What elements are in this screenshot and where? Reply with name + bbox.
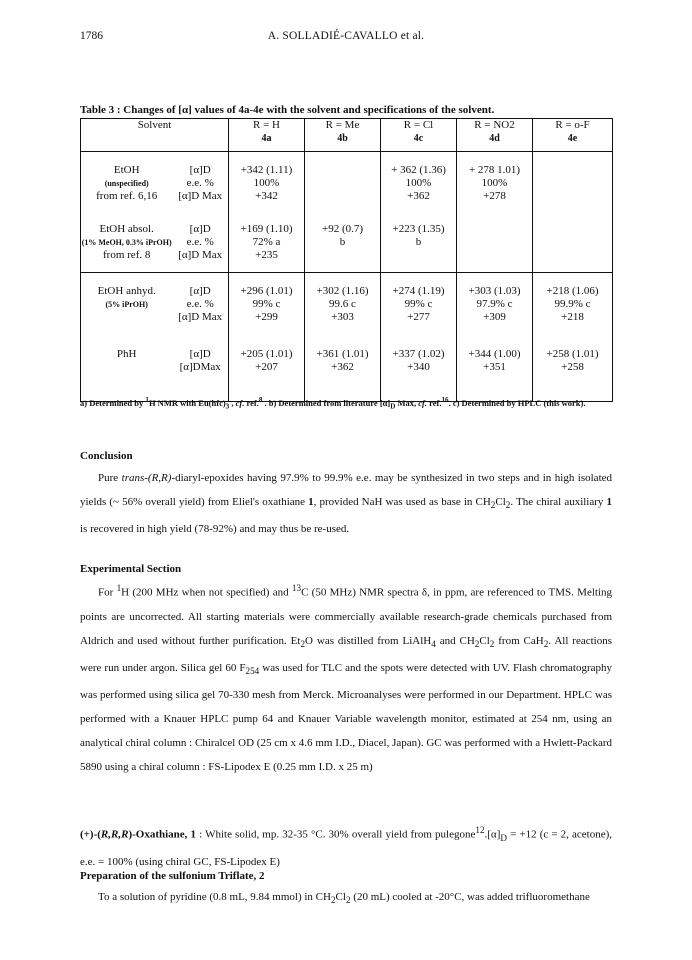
value-line: 99% c (404, 298, 433, 310)
quantity-label (172, 374, 228, 387)
column-header: R = NO2 4d (457, 119, 533, 152)
value-line (533, 164, 612, 177)
conclusion-heading: Conclusion (80, 450, 133, 462)
value-line (305, 249, 380, 262)
solvent-line (81, 311, 172, 324)
value-line: +235 (255, 249, 278, 261)
solvent-line: EtOH absol. (99, 223, 154, 235)
solvent-line: from ref. 8 (103, 249, 151, 261)
table-row (81, 152, 613, 214)
table-footnote: a) Determined by $^1$H NMR with $Eu(hfc)_3$ , cf. ref.$^8$ . b) Determined from literature $[\alpha]_D$ Max, cf. ref.$^{16}$. c) Determined by HPLC (this work). (80, 396, 586, 411)
solvent-line: from ref. 6,16 (96, 190, 158, 202)
column-header: Solvent (81, 119, 229, 152)
solvent-line: EtOH (113, 164, 140, 176)
quantity-label: e.e. % (186, 177, 214, 189)
solvent-line: EtOH anhyd. (97, 285, 156, 297)
value-line: +258 (561, 361, 584, 373)
value-cell (457, 152, 533, 214)
oxathiane-paragraph: (+)-(R,R,R)-Oxathiane, 1 : White solid, mp. 32-35 °C. 30% overall yield from $pulegone^{12}.[\alpha]_D = +12$ (c = 2, acetone), e.e. = 100% (using chiral GC, FS-Lipodex E) (80, 825, 612, 868)
value-line: +223 (1.35) (392, 223, 445, 235)
table-caption: Table 3 : Changes of [α] values of 4a-4e with the solvent and specifications of the solvent. (80, 104, 495, 116)
quantity-label: e.e. % (186, 236, 214, 248)
value-line: +362 (331, 361, 354, 373)
value-line (533, 236, 612, 249)
quantity-label: [α]D Max (178, 311, 223, 323)
value-line: + 362 (1.36) (391, 164, 446, 176)
value-line: b (415, 236, 422, 248)
value-line (533, 190, 612, 203)
quantity-label: [α]DMax (179, 361, 221, 373)
solvent-cell (81, 213, 229, 273)
value-line: +258 (1.01) (546, 348, 599, 360)
table-row (81, 273, 613, 337)
value-line: 97.9% c (476, 298, 513, 310)
value-line (533, 374, 612, 387)
quantity-label: [α]D (189, 164, 211, 176)
column-header: R = Cl 4c (381, 119, 457, 152)
value-line: +303 (1.03) (468, 285, 521, 297)
value-line: 99.9% c (554, 298, 591, 310)
experimental-paragraph: For $^1$H (200 MHz when not specified) and $^{13}$C (50 MHz) NMR spectra δ, in ppm, are referenced to TMS. Melting points are uncorrected. All starting materials were commercially available research-grade chemicals purchased from Aldrich and used without further purification. $Et_2O$ was distilled from LiAlH$_4$ and $CH_2Cl_2$ from CaH$_2$. All reactions were run under argon. Silica gel 60 $F_{254}$ was used for TLC and the spots were detected with UV. Flash chromatography was performed using silica gel 70-330 mesh from Merck. Microanalyses were performed in our Department. HPLC was performed with a Knauer HPLC pump 64 and Knauer Variable wavelength monitor, estimated at 254 nm, using an analytical chiral column : Chiralcel OD (25 cm x 4.6 mm I.D., Diacel, Japan). GC was performed with a Hwlett-Packard 5890 using a chiral column : FS-Lipodex E (0.25 mm I.D. x 25 m) (80, 583, 613, 774)
column-header: R = o-F 4e (533, 119, 613, 152)
value-line: +302 (1.16) (316, 285, 369, 297)
value-line: +342 (1.11) (240, 164, 293, 176)
solvent-line (81, 374, 172, 387)
value-cell (381, 213, 457, 273)
running-title: A. SOLLADIÉ-CAVALLO et al. (267, 30, 425, 42)
solvent-line: (1% MeOH, 0.3% iPrOH) (81, 238, 172, 247)
value-line: +309 (483, 311, 506, 323)
solvent-cell (81, 273, 229, 337)
value-line: b (339, 236, 346, 248)
value-line: 99% c (252, 298, 281, 310)
conclusion-paragraph: Pure trans-(R,R)-diaryl-epoxides having 97.9% to 99.9% e.e. may be synthesized in two steps and in high isolated yields (~ 56% overall yield) from Eliel's oxathiane 1, provided NaH was used as base in $CH_2Cl_2$. The chiral auxiliary 1 is recovered in high yield (78-92%) and may thus be re-used. (80, 472, 613, 536)
value-cell (533, 273, 613, 337)
value-line: +296 (1.01) (240, 285, 293, 297)
value-cell (457, 273, 533, 337)
value-cell (533, 213, 613, 273)
solvent-line: (unspecified) (104, 179, 149, 188)
value-cell (457, 213, 533, 273)
value-line: +205 (1.01) (240, 348, 293, 360)
value-line (533, 249, 612, 262)
value-line: +303 (331, 311, 354, 323)
value-line: + 278 1.01) (468, 164, 521, 176)
column-header: R = H 4a (229, 119, 305, 152)
value-cell (305, 152, 381, 214)
value-line: +218 (561, 311, 584, 323)
value-line: +337 (1.02) (392, 348, 445, 360)
solvent-line (81, 361, 172, 374)
value-line: +299 (255, 311, 278, 323)
value-line: +351 (483, 361, 506, 373)
value-cell (533, 152, 613, 214)
value-line: 100% (253, 177, 280, 189)
value-line (381, 374, 456, 387)
value-line (305, 164, 380, 177)
value-cell (229, 273, 305, 337)
value-line: +361 (1.01) (316, 348, 369, 360)
value-line (229, 374, 304, 387)
experimental-heading: Experimental Section (80, 563, 182, 575)
value-line: +278 (483, 190, 506, 202)
value-line: 100% (481, 177, 508, 189)
value-line (457, 374, 532, 387)
solvent-line: PhH (116, 348, 137, 360)
value-line: +207 (255, 361, 278, 373)
table-row (81, 213, 613, 273)
value-line: +169 (1.10) (240, 223, 293, 235)
value-line: +340 (407, 361, 430, 373)
value-line: +218 (1.06) (546, 285, 599, 297)
value-line (457, 249, 532, 262)
preparation-paragraph: To a solution of pyridine (0.8 mL, 9.84 mmol) in $CH_2Cl_2$ (20 mL) cooled at -20°C, was added trifluoromethane (98, 891, 590, 906)
value-line (305, 190, 380, 203)
solvent-cell (81, 152, 229, 214)
value-line (457, 236, 532, 249)
solvent-line: (5% iPrOH) (105, 300, 148, 309)
value-line: +274 (1.19) (392, 285, 445, 297)
value-line: +362 (407, 190, 430, 202)
value-line: +342 (255, 190, 278, 202)
value-cell (305, 213, 381, 273)
data-table (80, 118, 613, 402)
value-cell (229, 152, 305, 214)
quantity-label: e.e. % (186, 298, 214, 310)
value-line (457, 223, 532, 236)
value-line (381, 249, 456, 262)
value-line (305, 177, 380, 190)
running-head (80, 30, 612, 46)
value-line: 72% a (252, 236, 281, 248)
value-line (305, 374, 380, 387)
quantity-label: [α]D (189, 285, 211, 297)
value-line: +277 (407, 311, 430, 323)
value-cell (305, 273, 381, 337)
value-cell (381, 152, 457, 214)
value-line (533, 177, 612, 190)
quantity-label: [α]D Max (178, 190, 223, 202)
quantity-label: [α]D (189, 348, 211, 360)
page-number: 1786 (80, 30, 103, 42)
value-cell (381, 273, 457, 337)
value-line: +344 (1.00) (468, 348, 521, 360)
value-line: 99.6 c (329, 298, 356, 310)
value-line: +92 (0.7) (321, 223, 364, 235)
quantity-label: [α]D (189, 223, 211, 235)
preparation-heading: Preparation of the sulfonium Triflate, 2 (80, 870, 265, 882)
column-header: R = Me 4b (305, 119, 381, 152)
table-header-row (81, 119, 613, 152)
quantity-label: [α]D Max (178, 249, 223, 261)
value-line: 100% (405, 177, 432, 189)
value-line (533, 223, 612, 236)
value-cell (229, 213, 305, 273)
